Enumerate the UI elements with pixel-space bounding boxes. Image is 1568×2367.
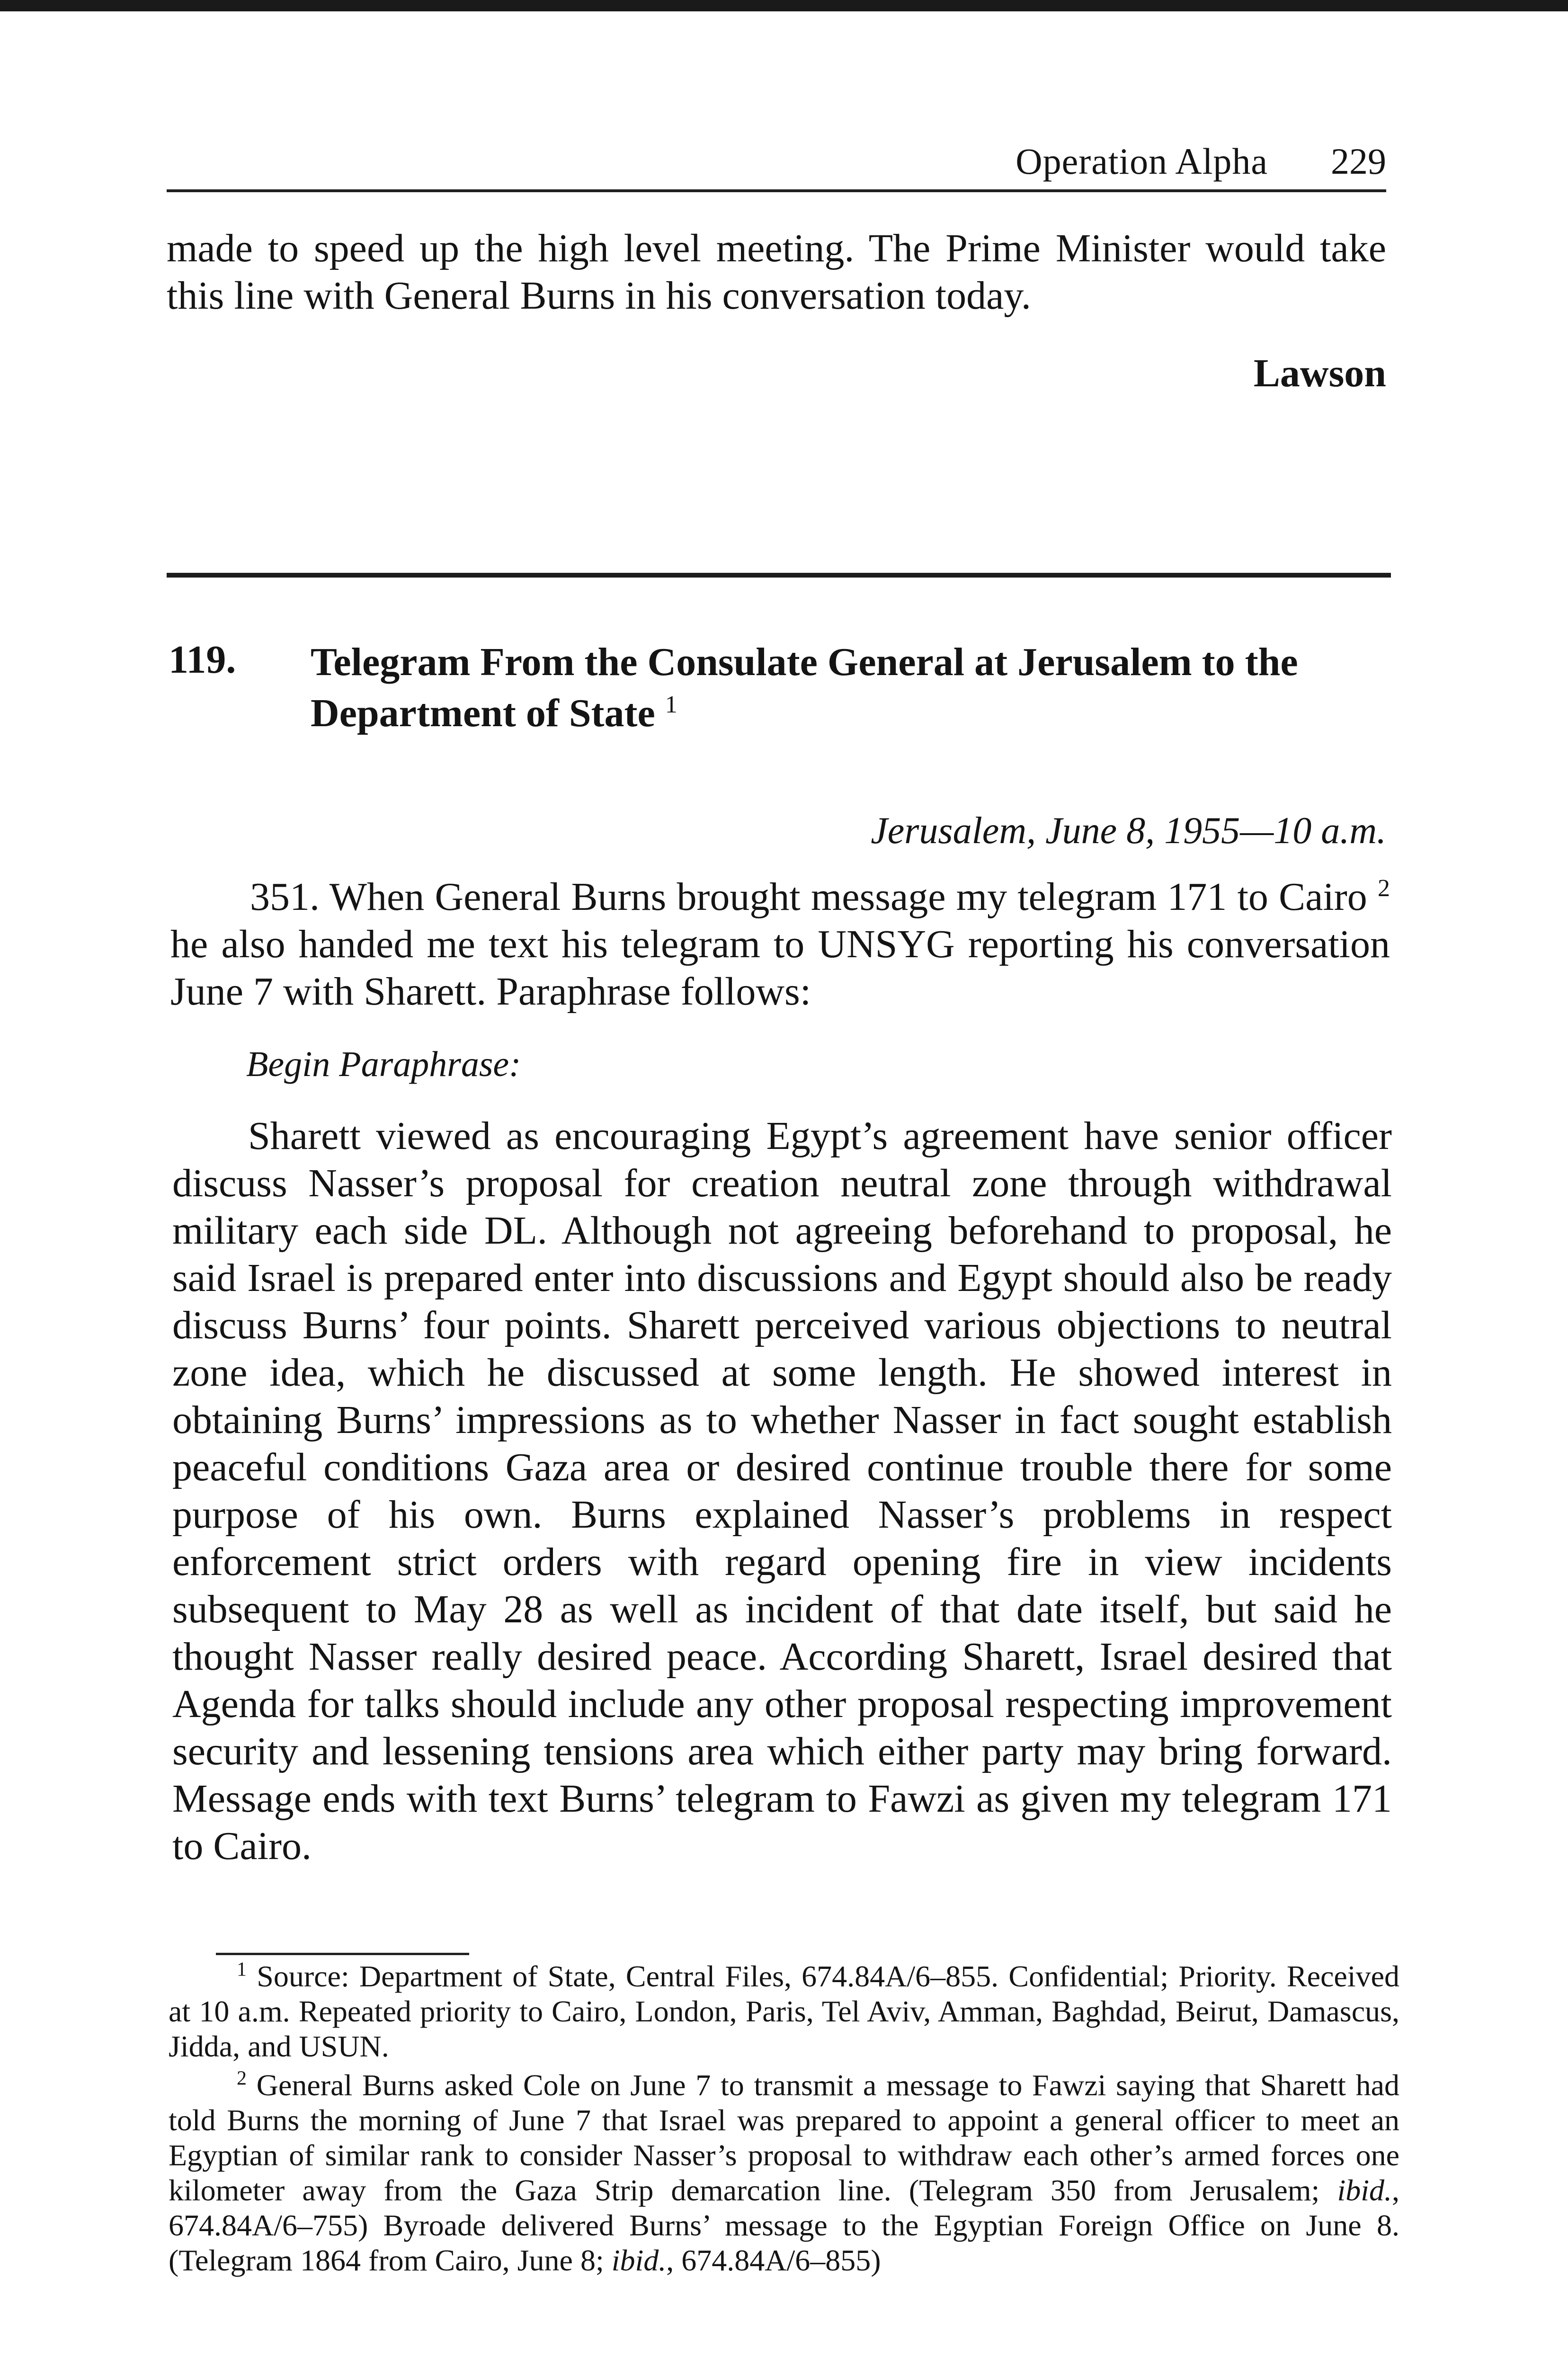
- footnote-2: [169, 2068, 1399, 2278]
- footnote-2-ibid-1: ibid.: [1337, 2173, 1392, 2207]
- telegram-intro-paragraph: [170, 873, 1390, 1015]
- dateline: Jerusalem, June 8, 1955—10 a.m.: [871, 810, 1386, 852]
- footnote-2-text-b: , 674.84A/6–755) Byroade delivered Burns’ message to the Egyptian Foreign Office on June 8. (Telegram 1864 from Cairo, June 8;: [169, 2173, 1399, 2277]
- footnote-separator: [216, 1953, 469, 1955]
- footnote-1-text: Source: Department of State, Central Files, 674.84A/6–855. Confidential; Priority. Received at 10 a.m. Repeated priority to Cairo, London, Paris, Tel Aviv, Amman, Baghdad, Beirut, Damascus, Jidda, and USUN.: [169, 1959, 1400, 2063]
- intro-text-part1: 351. When General Burns brought message my telegram 171 to Cairo: [250, 875, 1367, 919]
- begin-paraphrase-label: Begin Paraphrase:: [246, 1044, 521, 1084]
- paraphrase-body-paragraph: Sharett viewed as encouraging Egypt’s agreement have senior officer discuss Nasser’s proposal for creation neutral zone through withdrawal military each side DL. Although not agreeing beforehand to proposal, he said Israel is prepared enter into discussions and Egypt should also be ready discuss Burns’ four points. Sharett perceived various objections to neutral zone idea, which he discussed at some length. He showed interest in obtaining Burns’ impressions as to whether Nasser in fact sought establish peaceful conditions Gaza area or desired continue trouble there for some purpose of his own. Burns explained Nasser’s problems in respect enforcement strict orders with regard opening fire in view incidents subsequent to May 28 as well as incident of that date itself, but said he thought Nasser really desired peace. According Sharett, Israel desired that Agenda for talks should include any other proposal respecting improvement security and lessening tensions area which either party may bring forward. Message ends with text Burns’ telegram to Fawzi as given my telegram 171 to Cairo.: [172, 1114, 1392, 1868]
- signature-lawson: Lawson: [1253, 351, 1386, 395]
- running-header-title: Operation Alpha: [1016, 141, 1268, 182]
- previous-document-closing-text: made to speed up the high level meeting. The Prime Minister would take this line with General Burns in his conversation today.: [167, 226, 1386, 318]
- running-header: [167, 140, 1386, 192]
- footnote-2-text-a: General Burns asked Cole on June 7 to transmit a message to Fawzi saying that Sharett had told Burns the morning of June 7 that Israel was prepared to appoint a general officer to meet an Egyptian of similar rank to consider Nasser’s proposal to withdraw each other’s armed forces one kilometer away from the Gaza Strip demarcation line. (Telegram 350 from Jerusalem;: [169, 2068, 1400, 2207]
- footnote-2-ibid-2: ibid.: [611, 2243, 667, 2277]
- scan-top-edge: [0, 0, 1568, 11]
- page-number: 229: [1331, 141, 1386, 182]
- footnote-1-marker: 1: [237, 1958, 247, 1981]
- document-title: [311, 637, 1386, 739]
- section-divider: [167, 573, 1391, 578]
- document-number: 119.: [169, 638, 236, 682]
- intro-text-part2: he also handed me text his telegram to UNSYG reporting his conversation June 7 with Sharett. Paraphrase follows:: [170, 922, 1390, 1014]
- intro-footnote-marker: 2: [1378, 875, 1390, 902]
- footnote-1: [169, 1959, 1399, 2064]
- document-title-text: Telegram From the Consulate General at Jerusalem to the Department of State: [311, 640, 1298, 735]
- footnote-2-marker: 2: [237, 2067, 247, 2090]
- title-footnote-marker: 1: [665, 691, 677, 718]
- footnote-2-text-c: , 674.84A/6–855): [666, 2243, 881, 2277]
